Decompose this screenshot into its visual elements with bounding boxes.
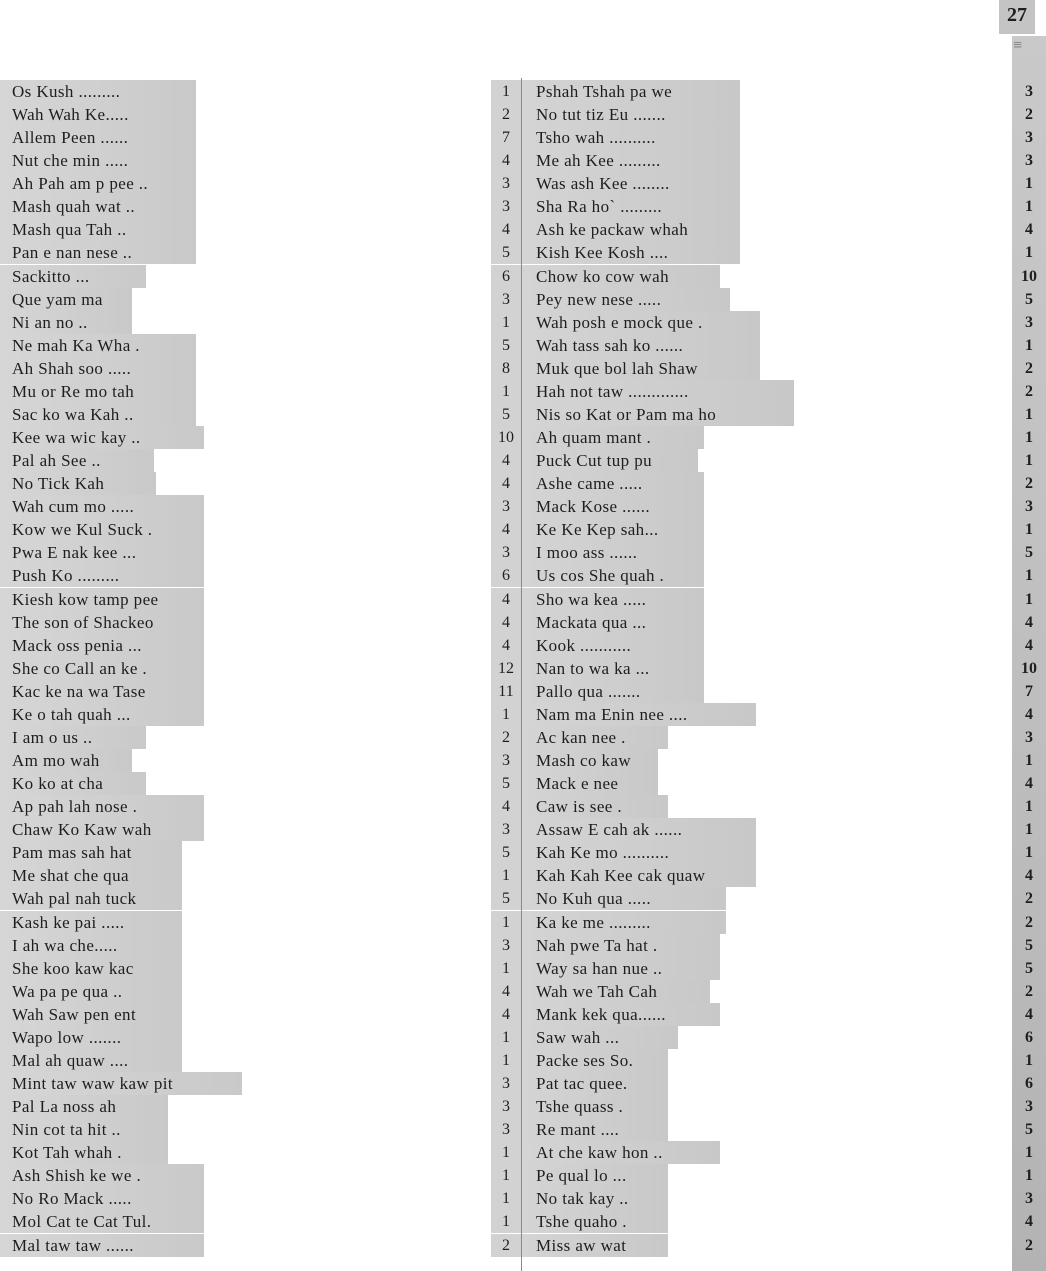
left-count: 1 (491, 703, 521, 726)
left-name: Mint taw waw kaw pit (0, 1072, 242, 1095)
right-count: 2 (1025, 383, 1033, 400)
table-row (0, 80, 1046, 103)
right-count: 2 (1025, 106, 1033, 123)
right-count: 2 (1025, 475, 1033, 492)
left-name: Kow we Kul Suck . (0, 518, 204, 541)
left-name: Ash Shish ke we . (0, 1164, 204, 1187)
right-name: Chow ko cow wah (522, 265, 720, 288)
right-count: 4 (1025, 775, 1033, 792)
left-count: 1 (491, 1164, 521, 1187)
left-name: Pam mas sah hat (0, 841, 182, 864)
right-name: Hah not taw ............. (522, 380, 794, 403)
left-name: Kiesh kow tamp pee (0, 588, 204, 611)
right-count: 2 (1025, 890, 1033, 907)
left-count: 1 (491, 80, 521, 103)
left-count: 5 (491, 241, 521, 264)
left-name: Mash qua Tah .. (0, 218, 196, 241)
right-count: 1 (1025, 452, 1033, 469)
left-count: 4 (491, 218, 521, 241)
right-count: 1 (1025, 429, 1033, 446)
right-name: Muk que bol lah Shaw (522, 357, 760, 380)
left-name: Pal La noss ah (0, 1095, 168, 1118)
table-row (0, 495, 1046, 518)
right-name: Pey new nese ..... (522, 288, 730, 311)
right-count: 6 (1025, 1075, 1033, 1092)
right-name: Caw is see . (522, 795, 668, 818)
left-name: Wah Saw pen ent (0, 1003, 182, 1026)
table-row (0, 795, 1046, 818)
right-name: Nan to wa ka ... (522, 657, 704, 680)
table-row (0, 1210, 1046, 1233)
left-count: 7 (491, 126, 521, 149)
table-row (0, 564, 1046, 587)
right-count: 4 (1025, 614, 1033, 631)
left-count: 8 (491, 357, 521, 380)
left-name: Ah Pah am p pee .. (0, 172, 196, 195)
right-count: 5 (1025, 937, 1033, 954)
left-name: Kot Tah whah . (0, 1141, 168, 1164)
left-name: Mal taw taw ...... (0, 1234, 204, 1257)
table-row (0, 265, 1046, 288)
left-count: 3 (491, 195, 521, 218)
left-count: 4 (491, 611, 521, 634)
left-name: No Ro Mack ..... (0, 1187, 204, 1210)
table-row (0, 403, 1046, 426)
right-name: I moo ass ...... (522, 541, 704, 564)
left-count: 6 (491, 564, 521, 587)
table-row (0, 657, 1046, 680)
right-name: Ka ke me ......... (522, 911, 726, 934)
table-row (0, 1234, 1046, 1257)
left-count: 4 (491, 518, 521, 541)
table-row (0, 749, 1046, 772)
right-name: Nis so Kat or Pam ma ho (522, 403, 794, 426)
right-name: Mank kek qua...... (522, 1003, 720, 1026)
right-name: Pe qual lo ... (522, 1164, 668, 1187)
right-count: 1 (1025, 1144, 1033, 1161)
table-row (0, 334, 1046, 357)
left-count: 3 (491, 749, 521, 772)
left-count: 1 (491, 380, 521, 403)
table-row (0, 380, 1046, 403)
left-name: Sackitto ... (0, 265, 146, 288)
left-count: 1 (491, 911, 521, 934)
right-count: 2 (1025, 914, 1033, 931)
right-count: 4 (1025, 1213, 1033, 1230)
left-name: No Tick Kah (0, 472, 156, 495)
right-name: No tut tiz Eu ....... (522, 103, 740, 126)
table-row (0, 680, 1046, 703)
table-row (0, 934, 1046, 957)
table-row (0, 611, 1046, 634)
right-name: Nam ma Enin nee .... (522, 703, 756, 726)
right-name: Ashe came ..... (522, 472, 704, 495)
left-name: Ap pah lah nose . (0, 795, 204, 818)
left-count: 4 (491, 634, 521, 657)
right-name: Sha Ra ho` ......... (522, 195, 740, 218)
table-row (0, 1026, 1046, 1049)
left-count: 2 (491, 103, 521, 126)
right-count: 4 (1025, 221, 1033, 238)
right-name: Tsho wah .......... (522, 126, 740, 149)
left-name: The son of Shackeo (0, 611, 204, 634)
right-count: 1 (1025, 244, 1033, 261)
right-count: 3 (1025, 314, 1033, 331)
left-count: 5 (491, 887, 521, 910)
left-count: 1 (491, 864, 521, 887)
left-count: 3 (491, 172, 521, 195)
left-count: 5 (491, 403, 521, 426)
left-count: 4 (491, 149, 521, 172)
right-count: 4 (1025, 706, 1033, 723)
right-count: 1 (1025, 567, 1033, 584)
left-count: 3 (491, 934, 521, 957)
right-count: 4 (1025, 637, 1033, 654)
table-row (0, 634, 1046, 657)
right-name: Kah Ke mo .......... (522, 841, 756, 864)
table-row (0, 864, 1046, 887)
right-name: Sho wa kea ..... (522, 588, 704, 611)
table-row (0, 980, 1046, 1003)
left-name: Wah cum mo ..... (0, 495, 204, 518)
left-name: Me shat che qua (0, 864, 182, 887)
left-name: Ke o tah quah ... (0, 703, 204, 726)
left-name: Pal ah See .. (0, 449, 154, 472)
left-name: Mol Cat te Cat Tul. (0, 1210, 204, 1233)
right-name: Pallo qua ....... (522, 680, 704, 703)
left-count: 11 (491, 680, 521, 703)
right-count: 1 (1025, 844, 1033, 861)
right-count: 5 (1025, 291, 1033, 308)
right-name: Tshe quaho . (522, 1210, 668, 1233)
right-name: Pat tac quee. (522, 1072, 668, 1095)
table-row (0, 1141, 1046, 1164)
right-count: 1 (1025, 337, 1033, 354)
right-name: Ke Ke Kep sah... (522, 518, 704, 541)
left-count: 2 (491, 1234, 521, 1257)
right-name: Us cos She quah . (522, 564, 704, 587)
left-name: I ah wa che..... (0, 934, 182, 957)
right-name: Kook ........... (522, 634, 704, 657)
right-name: Ash ke packaw whah (522, 218, 740, 241)
right-name: Miss aw wat (522, 1234, 668, 1257)
right-count: 1 (1025, 821, 1033, 838)
right-count: 3 (1025, 83, 1033, 100)
right-count: 10 (1021, 660, 1037, 677)
right-name: Wah we Tah Cah (522, 980, 710, 1003)
table-row (0, 311, 1046, 334)
table-row (0, 726, 1046, 749)
left-name: Mu or Re mo tah (0, 380, 196, 403)
left-name: Pan e nan nese .. (0, 241, 196, 264)
table-row (0, 195, 1046, 218)
left-count: 2 (491, 726, 521, 749)
table-row (0, 357, 1046, 380)
left-name: Chaw Ko Kaw wah (0, 818, 204, 841)
left-name: Wa pa pe qua .. (0, 980, 182, 1003)
right-name: Mack Kose ...... (522, 495, 704, 518)
right-count: 2 (1025, 1237, 1033, 1254)
right-count: 10 (1021, 268, 1037, 285)
right-name: Assaw E cah ak ...... (522, 818, 756, 841)
right-name: Way sa han nue .. (522, 957, 720, 980)
right-count: 3 (1025, 129, 1033, 146)
left-count: 4 (491, 980, 521, 1003)
left-name: Wah pal nah tuck (0, 887, 182, 910)
left-name: Kac ke na wa Tase (0, 680, 204, 703)
right-count: 1 (1025, 752, 1033, 769)
right-name: At che kaw hon .. (522, 1141, 720, 1164)
right-count: 5 (1025, 960, 1033, 977)
left-count: 4 (491, 1003, 521, 1026)
table-row (0, 126, 1046, 149)
left-count: 3 (491, 1095, 521, 1118)
table-row (0, 1095, 1046, 1118)
right-name: No Kuh qua ..... (522, 887, 726, 910)
right-name: No tak kay .. (522, 1187, 668, 1210)
table-row (0, 1003, 1046, 1026)
left-name: Nin cot ta hit .. (0, 1118, 168, 1141)
right-name: Mackata qua ... (522, 611, 704, 634)
left-count: 12 (491, 657, 521, 680)
right-name: Nah pwe Ta hat . (522, 934, 720, 957)
table-row (0, 841, 1046, 864)
left-name: Os Kush ......... (0, 80, 196, 103)
right-count: 1 (1025, 406, 1033, 423)
table-row (0, 241, 1046, 264)
left-count: 10 (491, 426, 521, 449)
left-name: Pwa E nak kee ... (0, 541, 204, 564)
right-name: Re mant .... (522, 1118, 668, 1141)
right-name: Pshah Tshah pa we (522, 80, 740, 103)
left-count: 5 (491, 841, 521, 864)
right-count: 1 (1025, 1167, 1033, 1184)
left-name: She koo kaw kac (0, 957, 182, 980)
left-name: Kash ke pai ..... (0, 911, 182, 934)
right-count: 1 (1025, 798, 1033, 815)
right-count: 5 (1025, 1121, 1033, 1138)
right-count: 1 (1025, 1052, 1033, 1069)
right-name: Wah posh e mock que . (522, 311, 760, 334)
right-name: Wah tass sah ko ...... (522, 334, 760, 357)
right-count: 6 (1025, 1029, 1033, 1046)
left-count: 3 (491, 541, 521, 564)
left-name: I am o us .. (0, 726, 146, 749)
right-name: Was ash Kee ........ (522, 172, 740, 195)
right-name: Mash co kaw (522, 749, 658, 772)
table-row (0, 172, 1046, 195)
left-name: She co Call an ke . (0, 657, 204, 680)
table-row (0, 818, 1046, 841)
right-count: 3 (1025, 152, 1033, 169)
left-count: 3 (491, 495, 521, 518)
left-count: 3 (491, 288, 521, 311)
right-count: 1 (1025, 198, 1033, 215)
right-name: Packe ses So. (522, 1049, 668, 1072)
right-count: 3 (1025, 498, 1033, 515)
left-count: 6 (491, 265, 521, 288)
left-count: 4 (491, 449, 521, 472)
left-name: Ni an no .. (0, 311, 132, 334)
left-count: 5 (491, 334, 521, 357)
right-name: Saw wah ... (522, 1026, 678, 1049)
left-count: 1 (491, 1049, 521, 1072)
left-name: Allem Peen ...... (0, 126, 196, 149)
right-name: Puck Cut tup pu (522, 449, 698, 472)
right-count: 1 (1025, 175, 1033, 192)
left-count: 3 (491, 1118, 521, 1141)
left-count: 1 (491, 957, 521, 980)
table-row (0, 1049, 1046, 1072)
table-row (0, 518, 1046, 541)
left-name: Mal ah quaw .... (0, 1049, 182, 1072)
table-row (0, 426, 1046, 449)
left-count: 1 (491, 1210, 521, 1233)
left-count: 3 (491, 1072, 521, 1095)
left-name: Mash quah wat .. (0, 195, 196, 218)
left-name: Wapo low ....... (0, 1026, 182, 1049)
right-count: 4 (1025, 1006, 1033, 1023)
right-count: 3 (1025, 729, 1033, 746)
table-row (0, 1164, 1046, 1187)
table-row (0, 703, 1046, 726)
left-name: Am mo wah (0, 749, 132, 772)
right-count: 5 (1025, 544, 1033, 561)
left-name: Kee wa wic kay .. (0, 426, 204, 449)
left-name: Mack oss penia ... (0, 634, 204, 657)
left-count: 1 (491, 1187, 521, 1210)
right-name: Ac kan nee . (522, 726, 668, 749)
right-count: 2 (1025, 360, 1033, 377)
right-name: Kish Kee Kosh .... (522, 241, 740, 264)
table-row (0, 103, 1046, 126)
left-count: 1 (491, 311, 521, 334)
table-row (0, 218, 1046, 241)
left-name: Nut che min ..... (0, 149, 196, 172)
table-row (0, 911, 1046, 934)
table-row (0, 288, 1046, 311)
page-number: 27 (999, 0, 1035, 34)
left-name: Wah Wah Ke..... (0, 103, 196, 126)
left-name: Sac ko wa Kah .. (0, 403, 196, 426)
margin-mark: ≡ (1013, 37, 1023, 54)
right-name: Kah Kah Kee cak quaw (522, 864, 756, 887)
left-name: Ah Shah soo ..... (0, 357, 196, 380)
table-row (0, 1187, 1046, 1210)
table-row (0, 1072, 1046, 1095)
right-count: 1 (1025, 591, 1033, 608)
left-count: 5 (491, 772, 521, 795)
left-name: Ko ko at cha (0, 772, 146, 795)
right-count: 1 (1025, 521, 1033, 538)
right-name: Tshe quass . (522, 1095, 668, 1118)
table-row (0, 1118, 1046, 1141)
right-name: Me ah Kee ......... (522, 149, 740, 172)
table-row (0, 541, 1046, 564)
right-count: 3 (1025, 1190, 1033, 1207)
left-name: Push Ko ......... (0, 564, 204, 587)
left-count: 4 (491, 795, 521, 818)
left-name: Ne mah Ka Wha . (0, 334, 196, 357)
left-count: 4 (491, 588, 521, 611)
table-row (0, 588, 1046, 611)
left-count: 1 (491, 1026, 521, 1049)
left-count: 1 (491, 1141, 521, 1164)
right-count: 2 (1025, 983, 1033, 1000)
right-count: 7 (1025, 683, 1033, 700)
left-count: 4 (491, 472, 521, 495)
table-row (0, 149, 1046, 172)
left-count: 3 (491, 818, 521, 841)
table-row (0, 887, 1046, 910)
right-count: 3 (1025, 1098, 1033, 1115)
right-name: Mack e nee (522, 772, 658, 795)
table-row (0, 772, 1046, 795)
table-row (0, 449, 1046, 472)
right-name: Ah quam mant . (522, 426, 704, 449)
right-count: 4 (1025, 867, 1033, 884)
table-row (0, 472, 1046, 495)
table-row (0, 957, 1046, 980)
left-name: Que yam ma (0, 288, 132, 311)
